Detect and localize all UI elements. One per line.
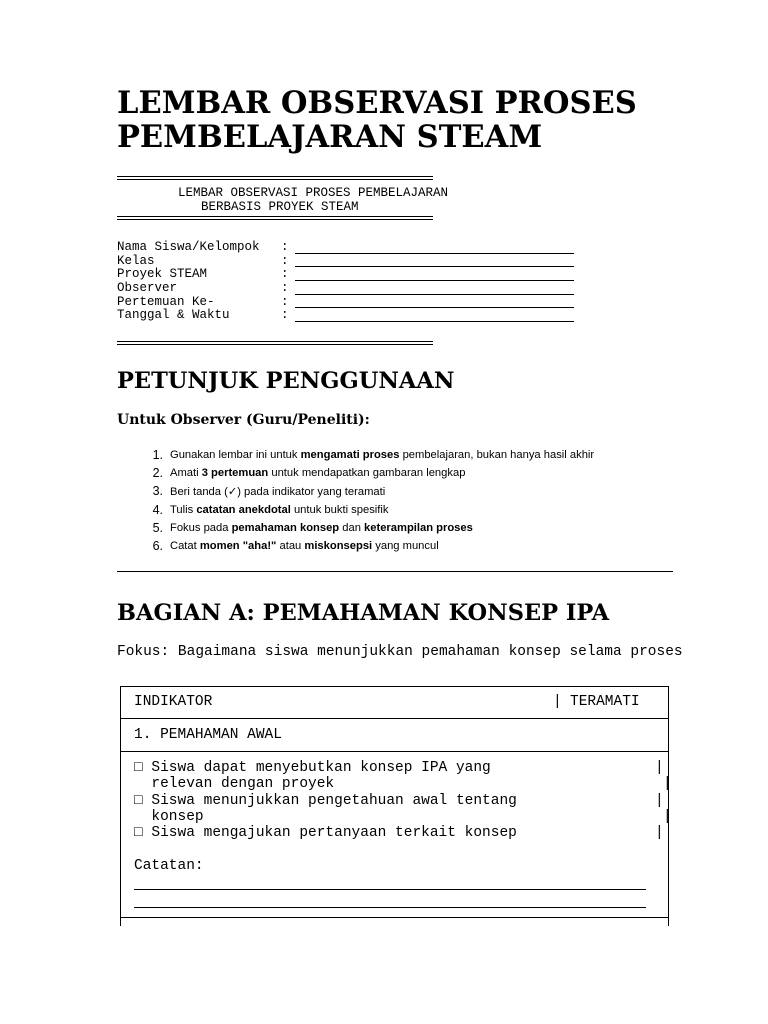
list-text: Catat momen "aha!" atau miskonsepsi yang muncul [170, 540, 439, 553]
header-box-line-2: BERBASIS PROYEK STEAM [201, 200, 359, 214]
form-label: Tanggal & Waktu [117, 308, 230, 323]
form-colon: : [281, 281, 289, 296]
list-number: 5. [152, 520, 163, 535]
list-item [117, 464, 677, 482]
catatan-label: Catatan: [134, 858, 204, 874]
column-separator: | [655, 793, 664, 809]
list-text: Fokus pada pemahaman konsep dan keterampilan proses [170, 521, 473, 534]
form-fill-line[interactable] [295, 312, 574, 322]
double-rule-middle [117, 216, 433, 220]
column-separator: | [655, 825, 664, 841]
form-row-nama [117, 241, 587, 255]
column-separator: | [663, 809, 672, 825]
list-text: Gunakan lembar ini untuk mengamati proses pembelajaran, bukan hanya hasil akhir [170, 449, 595, 462]
table-row-divider [120, 718, 669, 719]
form-row-observer [117, 282, 587, 296]
form-row-proyek [117, 268, 587, 282]
list-text: Beri tanda (✓) pada indikator yang teramati [170, 485, 386, 498]
form-fill-line[interactable] [295, 271, 574, 281]
title-line-2: PEMBELAJARAN STEAM [117, 119, 543, 155]
form-fill-line[interactable] [295, 285, 574, 295]
form-colon: : [281, 253, 289, 268]
list-number: 4. [152, 502, 163, 517]
form-label: Kelas [117, 253, 155, 268]
form-row-kelas [117, 255, 587, 269]
petunjuk-heading: PETUNJUK PENGGUNAAN [117, 368, 455, 394]
form-colon: : [281, 294, 289, 309]
form-fill-line[interactable] [295, 257, 574, 267]
list-number: 6. [152, 539, 163, 554]
list-number: 2. [152, 466, 163, 481]
title-line-1: LEMBAR OBSERVASI PROSES [117, 85, 637, 121]
catatan-line[interactable] [134, 889, 646, 890]
form-row-tanggal [117, 309, 587, 323]
list-number: 3. [152, 484, 163, 499]
list-item [117, 537, 677, 555]
form-colon: : [281, 239, 289, 254]
form-colon: : [281, 267, 289, 282]
list-text: Amati 3 pertemuan untuk mendapatkan gambaran lengkap [170, 467, 466, 480]
column-header-teramati: TERAMATI [570, 694, 640, 710]
document-title [117, 86, 737, 154]
checkbox-indicator-1-cont: relevan dengan proyek [134, 776, 335, 792]
section-title-pemahaman-awal: 1. PEMAHAMAN AWAL [134, 727, 282, 743]
list-item [117, 446, 677, 464]
checkbox-indicator-2[interactable]: □ Siswa menunjukkan pengetahuan awal tentang [134, 793, 517, 809]
bagian-a-heading: BAGIAN A: PEMAHAMAN KONSEP IPA [117, 600, 610, 626]
header-box-line-1: LEMBAR OBSERVASI PROSES PEMBELAJARAN [178, 186, 449, 200]
instruction-list [117, 446, 677, 555]
catatan-line[interactable] [134, 907, 646, 908]
checkbox-indicator-2-cont: konsep [134, 809, 204, 825]
list-item [117, 482, 677, 500]
form-label: Pertemuan Ke- [117, 294, 215, 309]
form-label: Nama Siswa/Kelompok [117, 239, 260, 254]
form-row-pertemuan [117, 296, 587, 310]
column-separator: | [655, 760, 664, 776]
horizontal-divider [117, 571, 673, 572]
observation-table [120, 686, 672, 926]
form-label: Observer [117, 281, 178, 296]
identity-form [117, 241, 587, 323]
list-item [117, 501, 677, 519]
list-text: Tulis catatan anekdotal untuk bukti spesifik [170, 503, 389, 516]
form-label: Proyek STEAM [117, 267, 208, 282]
column-header-indikator: INDIKATOR [134, 694, 213, 710]
column-separator: | [553, 694, 562, 710]
checkbox-indicator-3[interactable]: □ Siswa mengajukan pertanyaan terkait konsep [134, 825, 517, 841]
double-rule-bottom [117, 341, 433, 345]
observer-subheading: Untuk Observer (Guru/Peneliti): [117, 412, 370, 428]
checkbox-indicator-1[interactable]: □ Siswa dapat menyebutkan konsep IPA yang [134, 760, 491, 776]
list-item [117, 519, 677, 537]
form-fill-line[interactable] [295, 244, 574, 254]
focus-statement: Fokus: Bagaimana siswa menunjukkan pemahaman konsep selama proses [117, 644, 683, 660]
column-separator: | [663, 776, 672, 792]
double-rule-top [117, 176, 433, 180]
table-row-divider [120, 751, 669, 752]
form-colon: : [281, 308, 289, 323]
list-number: 1. [152, 448, 163, 463]
form-fill-line[interactable] [295, 298, 574, 308]
table-row-divider [120, 917, 669, 918]
